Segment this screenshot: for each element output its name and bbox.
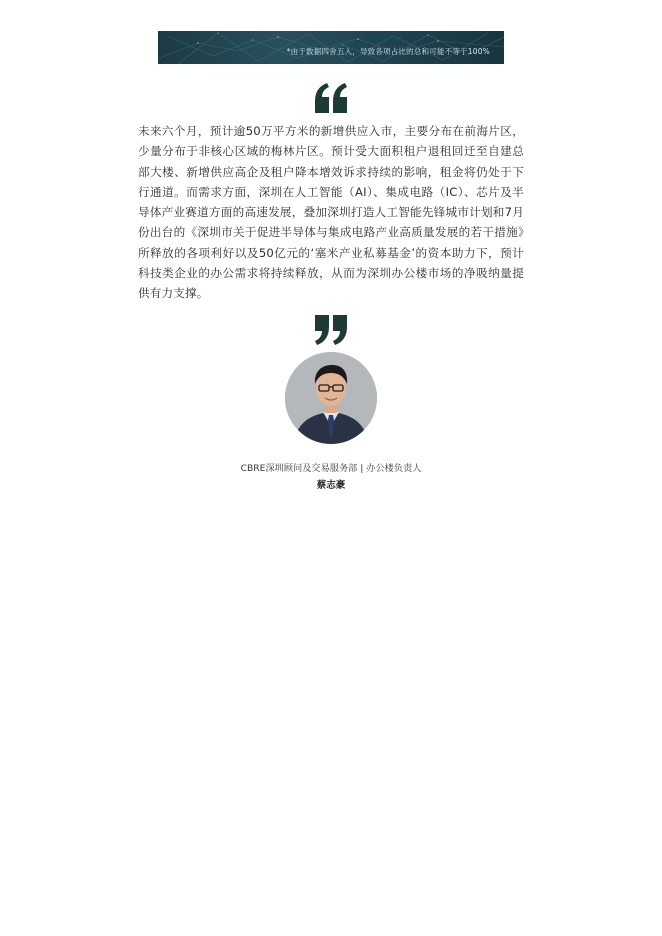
quote-body: 未来六个月，预计逾50万平方米的新增供应入市，主要分布在前海片区，少量分布于非核心区域的梅林片区。预计受大面积租户退租回迁至自建总部大楼、新增供应高企及租户降本增效诉求持续的影响，租金将仍处于下行通道。而需求方面，深圳在人工智能（AI）、集成电路（IC）、芯片及半导体产业赛道方面的高速发展，叠加深圳打造人工智能先锋城市计划和7月份出台的《深圳市关于促进半导体与集成电路产业高质量发展的若干措施》所释放的各项利好以及50亿元的‘塞米产业私募基金’的资本助力下，预计科技类企业的办公需求将持续释放，从而为深圳办公楼市场的净吸纳量提供有力支撑。: [138, 124, 524, 301]
speaker-name: 蔡志豪: [316, 480, 346, 491]
close-quote-icon: [313, 315, 349, 345]
banner-footnote: *由于数据四舍五入，导致各项占比的总和可能不等于100%: [286, 47, 490, 56]
speaker-title: CBRE深圳顾问及交易服务部 | 办公楼负责人: [240, 463, 422, 474]
open-quote-icon: [313, 83, 349, 113]
banner-image: [158, 31, 504, 64]
speaker-avatar: [285, 352, 377, 444]
